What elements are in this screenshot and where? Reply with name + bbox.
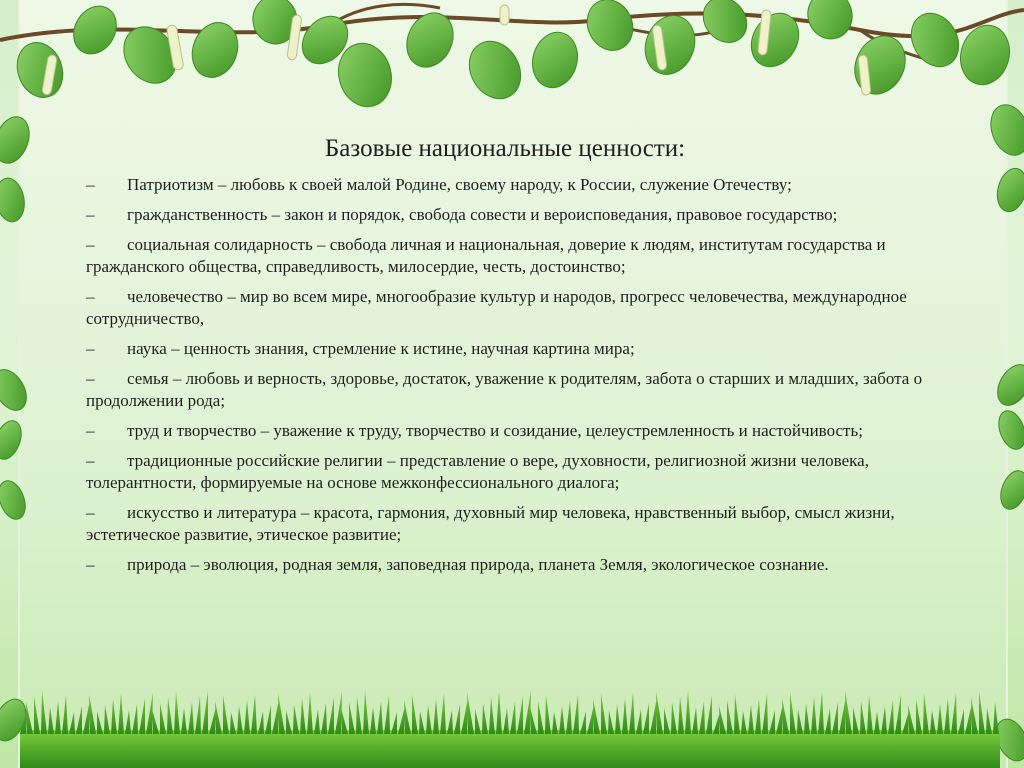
bullet-dash: – (86, 287, 95, 306)
list-item-text: гражданственность – закон и порядок, свобода совести и вероисповедания, правовое государство; (127, 205, 838, 224)
list-item-text: Патриотизм – любовь к своей малой Родине, своему народу, к России, служение Отечеству; (127, 175, 792, 194)
list-item-text: традиционные российские религии – представление о вере, духовности, религиозной жизни человека, толерантности, формируемые на основе межконфессионального диалога; (86, 451, 869, 492)
bullet-dash: – (86, 369, 95, 388)
bullet-dash: – (86, 421, 95, 440)
list-item (86, 338, 924, 360)
list-item-text: социальная солидарность – свобода личная и национальная, доверие к людям, институтам государства и гражданского общества, справедливость, милосердие, честь, достоинство; (86, 235, 886, 276)
bullet-dash: – (86, 503, 95, 522)
list-item-text: наука – ценность знания, стремление к истине, научная картина мира; (127, 339, 635, 358)
list-item (86, 174, 924, 196)
list-item (86, 502, 924, 546)
list-item (86, 420, 924, 442)
list-item-text: человечество – мир во всем мире, многообразие культур и народов, прогресс человечества, международное сотрудничество, (86, 287, 907, 328)
slide-content (86, 132, 924, 584)
grass-border (20, 690, 1000, 768)
bullet-dash: – (86, 235, 95, 254)
bullet-dash: – (86, 175, 95, 194)
list-item (86, 368, 924, 412)
bullet-dash: – (86, 205, 95, 224)
slide-title: Базовые национальные ценности: (324, 135, 686, 162)
list-item (86, 234, 924, 278)
bullet-dash: – (86, 451, 95, 470)
list-item (86, 450, 924, 494)
list-item-text: труд и творчество – уважение к труду, творчество и созидание, целеустремленность и настойчивость; (127, 421, 863, 440)
values-list (86, 174, 924, 576)
list-item (86, 286, 924, 330)
bullet-dash: – (86, 555, 95, 574)
list-item-text: семья – любовь и верность, здоровье, достаток, уважение к родителям, забота о старших и младших, забота о продолжении рода; (86, 369, 923, 410)
bullet-dash: – (86, 339, 95, 358)
list-item-text: природа – эволюция, родная земля, заповедная природа, планета Земля, экологическое сознание. (127, 555, 829, 574)
list-item (86, 554, 924, 576)
list-item (86, 204, 924, 226)
list-item-text: искусство и литература – красота, гармония, духовный мир человека, нравственный выбор, смысл жизни, эстетическое развитие, этическое развитие; (86, 503, 895, 544)
